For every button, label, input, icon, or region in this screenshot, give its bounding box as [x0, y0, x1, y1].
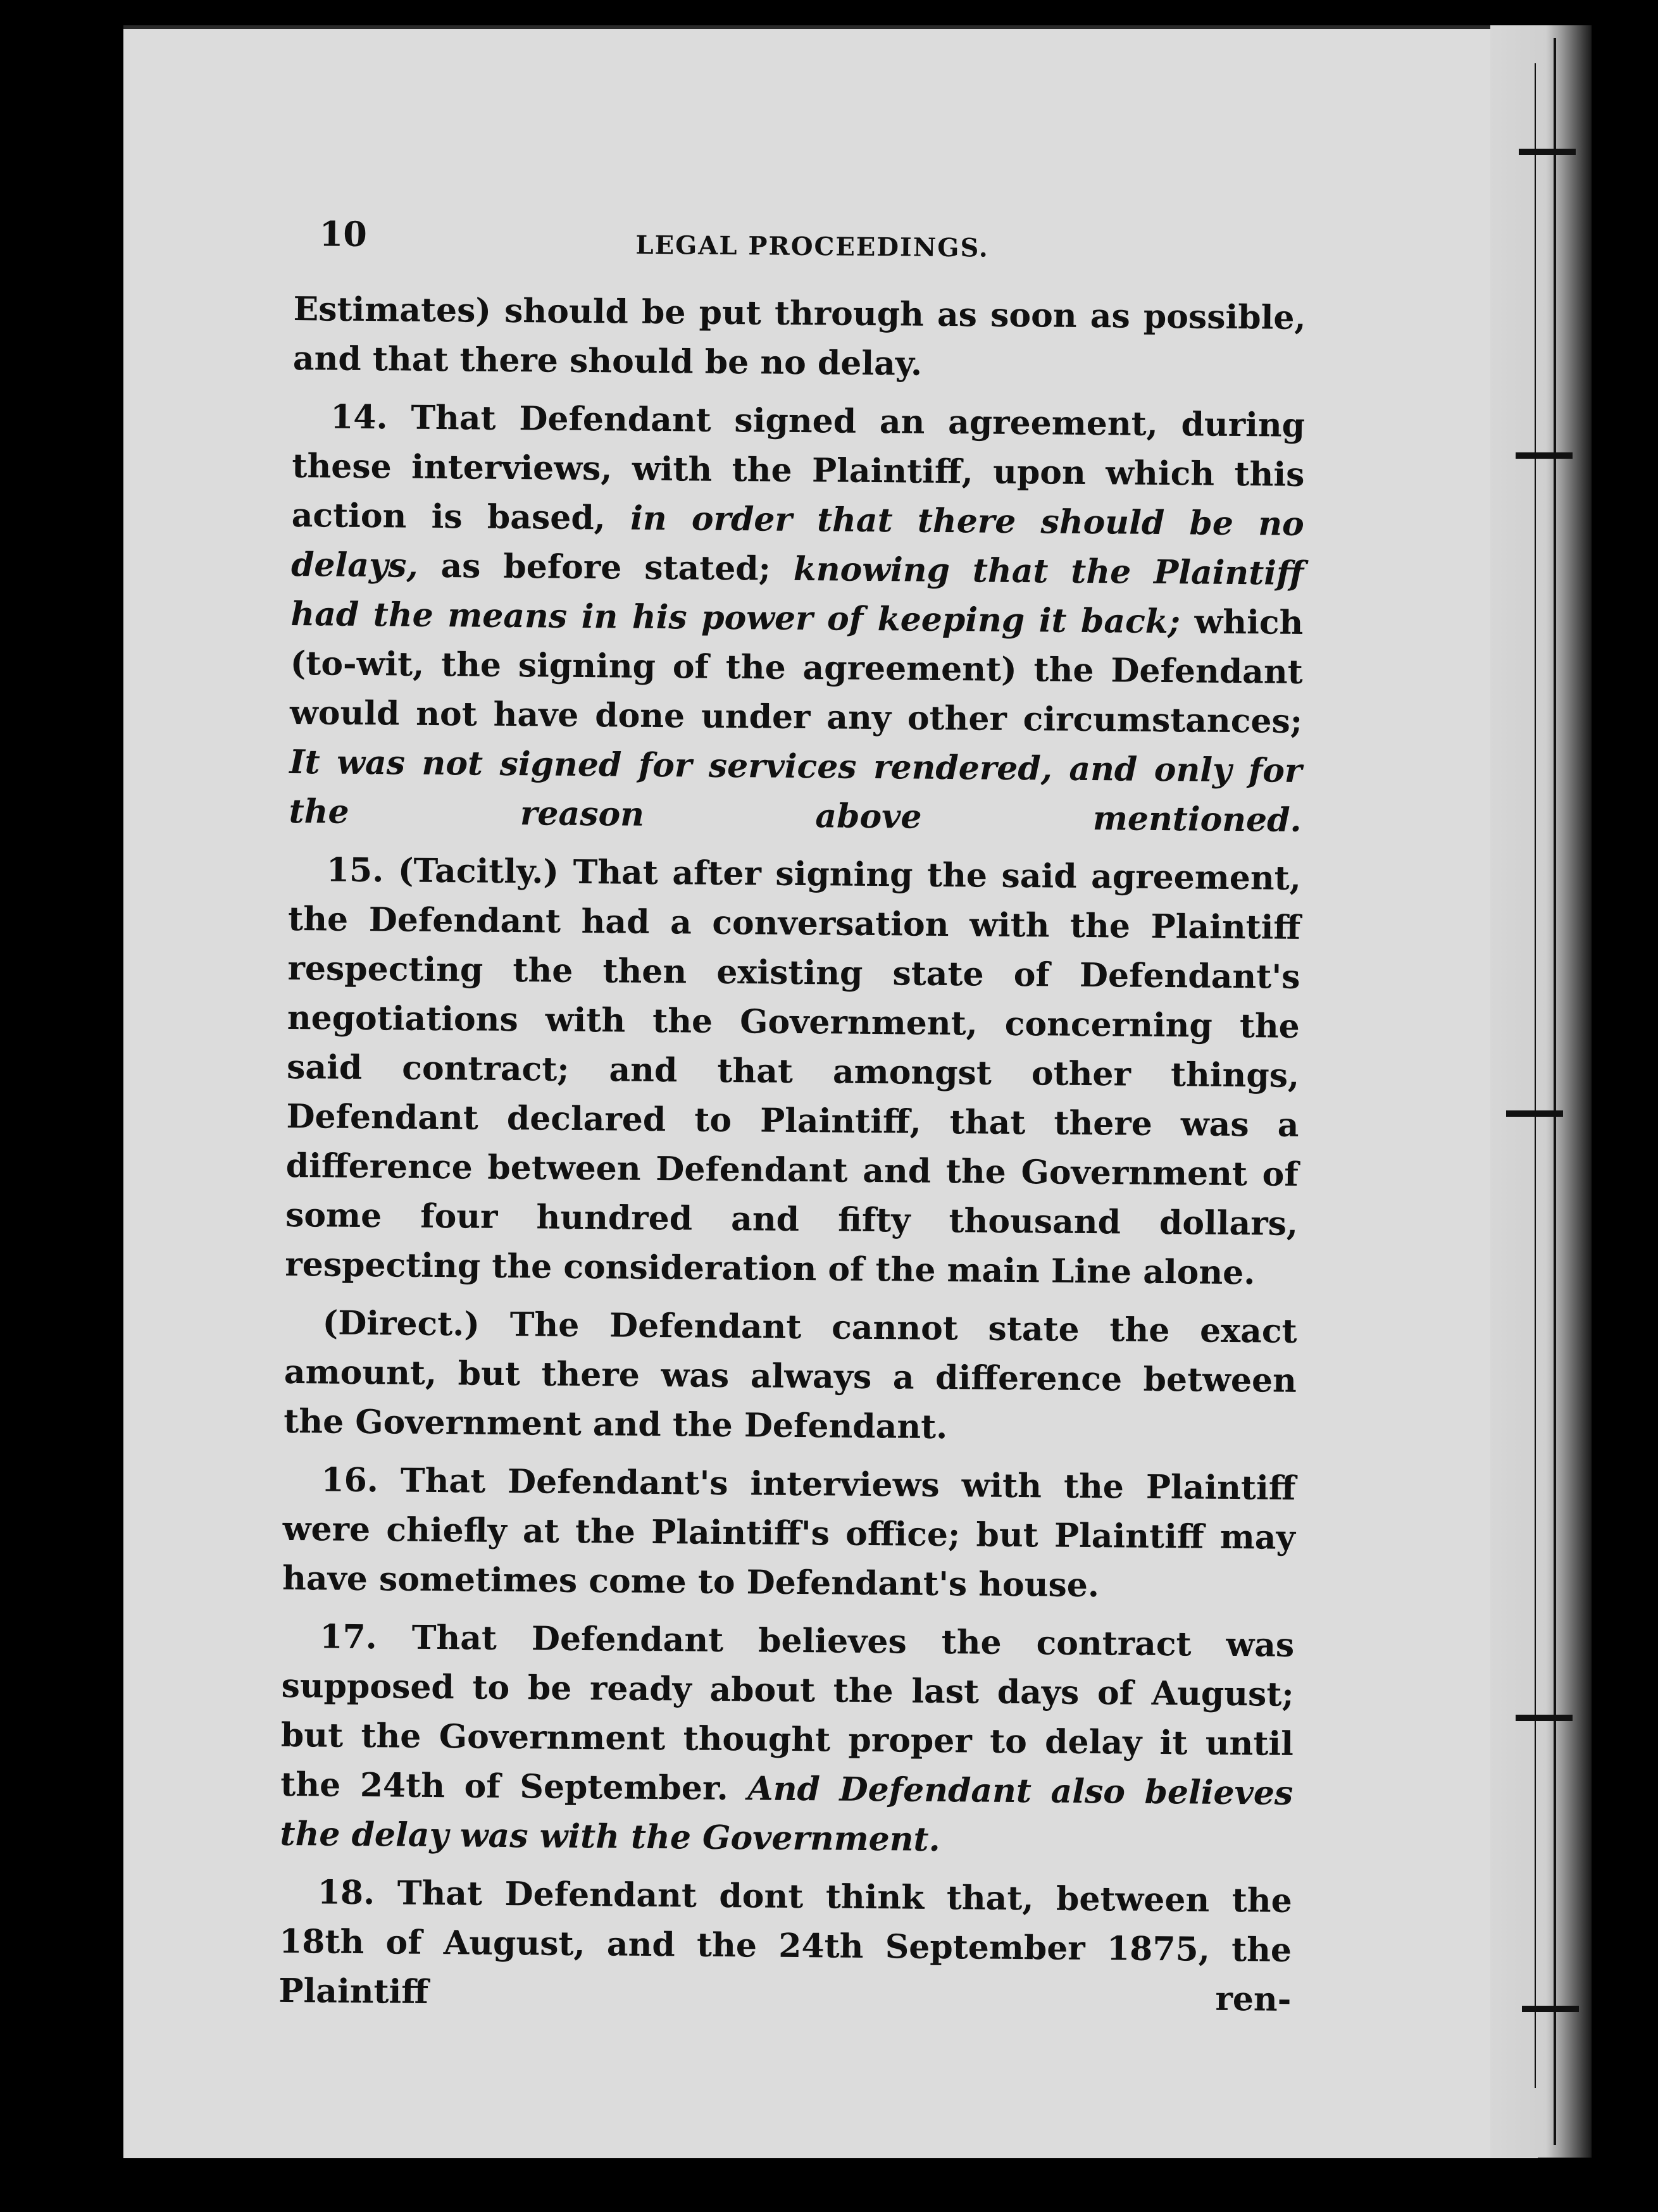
- paragraph-text: 15. (Tacitly.) That after signing the said agreement, the Defendant had a conversation with the Plaintiff respecting the then existing state of Defendant's negotiations with the Government, concerning the said contract; and that amongst other things, Defendant declared to Plaintiff, that there was a difference between Defendant and the Government of some four hundred and fifty thousand dollars, respecting the consideration of the main Line alone.: [285, 850, 1302, 1293]
- page-number: 10: [319, 213, 368, 255]
- binding-stitch: [1522, 2006, 1579, 2012]
- paragraph-17: [280, 1612, 1294, 1868]
- paragraph-text: (Direct.) The Defendant cannot state the exact amount, but there was always a difference between the Government and the Defendant.: [284, 1303, 1297, 1447]
- paragraph-text: as before stated;: [440, 547, 771, 588]
- paragraph-16: [282, 1455, 1296, 1612]
- paragraph-direct: [284, 1298, 1297, 1455]
- paragraph-text: 18. That Defendant dont think that, between the 18th of August, and the 24th September 1875, the Plaintiff ren-: [278, 1873, 1292, 2019]
- binding-stitch: [1516, 452, 1573, 459]
- page-header: [294, 209, 1307, 294]
- paragraph-continued: [293, 285, 1306, 392]
- book-spine-edge: [1490, 25, 1592, 2158]
- page-text-block: [278, 209, 1307, 2034]
- spine-crease: [1535, 63, 1536, 2088]
- italic-phrase: It was not signed for services rendered, and only for the reason above mentioned.: [289, 742, 1302, 840]
- paragraph-text: 16. That Defendant's interviews with the Plaintiff were chiefly at the Plaintiff's office; but Plaintiff may have sometimes come to Defendant's house.: [282, 1460, 1296, 1605]
- italic-phrase: And Defendant also believes the delay was with the Government.: [280, 1769, 1293, 1860]
- binding-stitch: [1519, 149, 1576, 155]
- paragraph-text: Estimates) should be put through as soon as possible, and that there should be no delay.: [292, 289, 1306, 383]
- paragraph-text: 14. That Defendant signed an agreement, during these interviews, with the Plaintiff, upon which this action is based,: [291, 397, 1306, 538]
- paragraph-18: [278, 1868, 1292, 2025]
- binding-stitch: [1506, 1110, 1563, 1117]
- paragraph-14: [289, 392, 1305, 845]
- paragraph-text: 17. That Defendant believes the contract was supposed to be ready about the last days of August; but the Government thought proper to delay it until the 24th of September.: [280, 1617, 1295, 1808]
- running-head: LEGAL PROCEEDINGS.: [635, 230, 990, 263]
- italic-phrase: knowing that the Plaintiff had the means in his power of keeping it back;: [290, 549, 1304, 642]
- paragraph-text: which (to-wit, the signing of the agreement) the Defendant would not have done under any other circumstances;: [289, 602, 1304, 741]
- spine-crease: [1554, 38, 1556, 2145]
- italic-phrase: in order that there should be no delays,: [290, 499, 1304, 585]
- binding-stitch: [1516, 1715, 1573, 1721]
- paragraph-15: [285, 845, 1301, 1298]
